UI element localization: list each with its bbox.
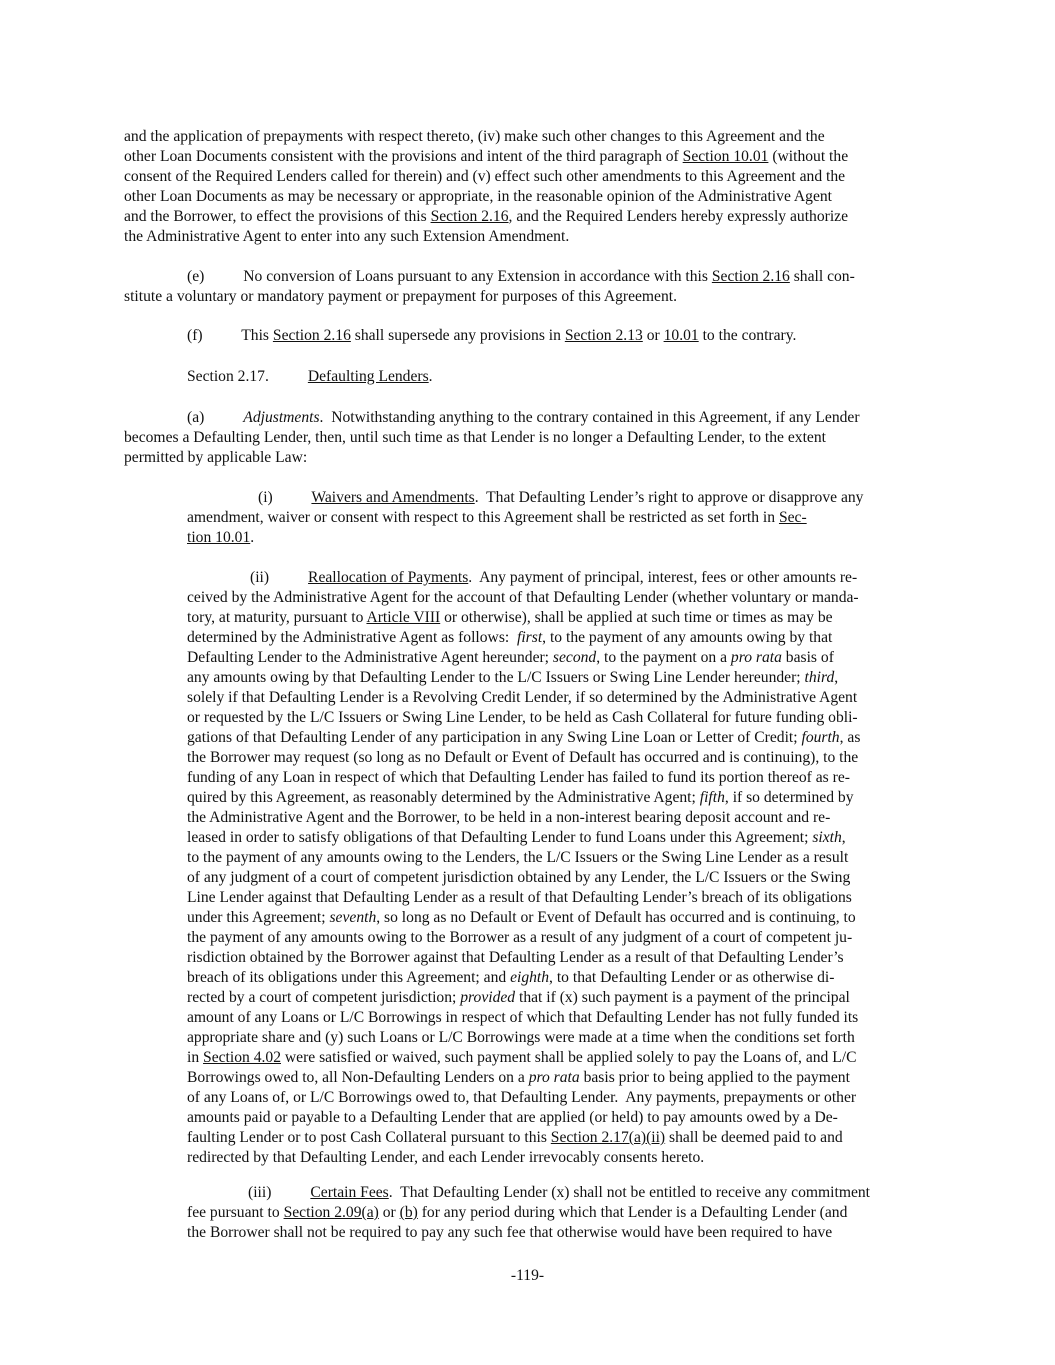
text-run: solely if that Defaulting Lender is a Revolving Credit Lender, if so determined by the Administrative Agent [187,689,858,706]
text-line [187,728,860,748]
text-run: . [428,368,433,385]
text-run: the payment of any amounts owing to the Borrower as a result of any judgment of a court of competent ju- [187,929,853,946]
text-run: determined by the Administrative Agent as follows: [187,629,518,646]
text-run: ceived by the Administrative Agent for the account of that Defaulting Lender (whether voluntary or manda- [187,589,859,606]
text-line [124,287,677,307]
text-line [187,1048,857,1068]
text-run: . [250,529,255,546]
text-run: , [841,829,846,846]
text-run: (ii) [250,569,309,586]
text-run: consent of the Required Lenders called for therein) and (v) effect such other amendments to this Agreement and the [124,168,846,185]
text-run: shall be deemed paid to and [665,1129,843,1146]
text-run: , so long as no Default or Event of Default has occurred and is continuing, to [376,909,856,926]
text-run: , to that Defaulting Lender or as otherwise di- [549,969,835,986]
text-line [124,207,848,227]
text-run: shall con- [789,268,855,285]
text-run: . Notwithstanding anything to the contrary contained in this Agreement, if any Lender [319,409,860,426]
text-run: rected by a court of competent jurisdiction; [187,989,461,1006]
text-line [250,568,857,588]
cross-reference: Section 2.13 [564,327,643,344]
cross-reference: Section 2.09(a) [283,1204,379,1221]
text-run: fee pursuant to [187,1204,284,1221]
emphasis-text: first [517,629,543,646]
text-run: . Any payment of principal, interest, fees or other amounts re- [468,569,858,586]
text-line [187,828,846,848]
emphasis-text: third [804,669,835,686]
text-run: amendment, waiver or consent with respect to this Agreement shall be restricted as set forth in [187,509,779,526]
text-line [124,187,832,207]
text-run: to the contrary. [698,327,797,344]
text-run: (without the [768,148,849,165]
text-run: or requested by the L/C Issuers or Swing Line Lender, to be held as Cash Collateral for future funding obli- [187,709,858,726]
text-run: that if (x) such payment is a payment of the principal [515,989,850,1006]
text-line [124,167,845,187]
text-run: under this Agreement; [187,909,330,926]
text-run: , as [839,729,861,746]
text-line [187,326,796,346]
text-run: shall supersede any provisions in [350,327,565,344]
text-run: tory, at maturity, pursuant to [187,609,367,626]
text-run: , [834,669,839,686]
text-line [187,628,832,648]
text-run: Section 2.17. [187,368,308,385]
text-line [187,267,855,287]
text-line [187,1108,838,1128]
emphasis-text: Adjustments [243,409,320,426]
cross-reference: Section 4.02 [203,1049,281,1066]
text-run: other Loan Documents consistent with the provisions and intent of the third paragraph of [124,148,683,165]
text-line [187,948,844,968]
text-run: , and the Required Lenders hereby expressly authorize [508,208,848,225]
cross-reference: Section 2.16 [272,327,351,344]
text-run: (f) This [187,327,273,344]
text-run: Line Lender against that Defaulting Lender as a result of that Defaulting Lender’s breach of its obligations [187,889,852,906]
text-line [124,227,569,247]
cross-reference: Section 2.16 [711,268,790,285]
text-run: the Borrower shall not be required to pay any such fee that otherwise would have been required to have [187,1224,833,1241]
text-run: stitute a voluntary or mandatory payment or prepayment for purposes of this Agreement. [124,288,677,305]
emphasis-text: fourth [801,729,840,746]
cross-reference: Article VIII [366,609,441,626]
cross-reference: Waivers and Amendments [311,489,475,506]
text-run: appropriate share and (y) such Loans or L/C Borrowings were made at a time when the conditions set forth [187,1029,855,1046]
text-line [187,648,834,668]
text-line [187,1068,850,1088]
text-line [187,1088,856,1108]
text-line [187,1148,704,1168]
text-run: redirected by that Defaulting Lender, and each Lender irrevocably consents hereto. [187,1149,705,1166]
text-line [187,688,857,708]
text-line [124,127,825,147]
text-run: , to the payment on a [596,649,731,666]
text-line [187,928,852,948]
text-run: (iii) [248,1184,311,1201]
text-line [187,1028,855,1048]
text-line [187,367,433,387]
text-run: (a) [187,409,244,426]
text-run: . That Defaulting Lender (x) shall not be entitled to receive any commitment [388,1184,870,1201]
text-run: or [642,327,664,344]
cross-reference: (b) [399,1204,418,1221]
text-run: basis prior to being applied to the payment [579,1069,850,1086]
emphasis-text: pro rata [730,649,782,666]
text-run: in [187,1049,204,1066]
text-run: of any Loans of, or L/C Borrowings owed to, that Defaulting Lender. Any payments, prepayments or other [187,1089,857,1106]
emphasis-text: provided [460,989,516,1006]
text-run: basis of [781,649,834,666]
text-run: for any period during which that Lender is a Defaulting Lender (and [417,1204,848,1221]
text-line [187,608,833,628]
text-run: Defaulting Lender to the Administrative Agent hereunder; [187,649,553,666]
text-line [124,428,826,448]
text-run: , to the payment of any amounts owing by that [542,629,833,646]
text-line [187,408,860,428]
cross-reference: Sec- [778,509,807,526]
cross-reference: Reallocation of Payments [308,569,469,586]
text-run: any amounts owing by that Defaulting Lender to the L/C Issuers or Swing Line Lender hereunder; [187,669,805,686]
text-run: , if so determined by [724,789,854,806]
text-line [187,1223,832,1243]
text-line [258,488,863,508]
emphasis-text: seventh [329,909,377,926]
text-run: breach of its obligations under this Agreement; and [187,969,511,986]
text-run: amount of any Loans or L/C Borrowings in respect of which that Defaulting Lender has not fully funded its [187,1009,859,1026]
text-run: amounts paid or payable to a Defaulting Lender that are applied (or held) to pay amounts owed by a De- [187,1109,838,1126]
cross-reference: Certain Fees [310,1184,389,1201]
cross-reference: Section 10.01 [682,148,769,165]
emphasis-text: second [552,649,597,666]
cross-reference: Section 2.16 [430,208,509,225]
text-run: the Administrative Agent to enter into any such Extension Amendment. [124,228,570,245]
text-line [187,1203,847,1223]
text-run: to the payment of any amounts owing to the Lenders, the L/C Issuers or the Swing Line Lender as a result [187,849,849,866]
emphasis-text: eighth [510,969,550,986]
text-line [187,768,850,788]
text-run: permitted by applicable Law: [124,449,308,466]
text-line [248,1183,870,1203]
text-line [187,908,856,928]
text-run: other Loan Documents as may be necessary or appropriate, in the reasonable opinion of the Administrative Agent [124,188,833,205]
text-line [124,448,307,468]
text-line [187,988,850,1008]
text-run: quired by this Agreement, as reasonably determined by the Administrative Agent; [187,789,700,806]
cross-reference: tion 10.01 [187,529,251,546]
text-line [187,868,850,888]
emphasis-text: sixth [812,829,842,846]
text-run: (e) No conversion of Loans pursuant to any Extension in accordance with this [187,268,712,285]
cross-reference: 10.01 [663,327,699,344]
text-run: leased in order to satisfy obligations of that Defaulting Lender to fund Loans under this Agreement; [187,829,813,846]
text-line [187,848,848,868]
text-line [187,748,858,768]
text-run: were satisfied or waived, such payment shall be applied solely to pay the Loans of, and L/C [281,1049,857,1066]
emphasis-text: fifth [699,789,725,806]
emphasis-text: pro rata [528,1069,580,1086]
text-line [187,528,254,548]
text-line [187,888,852,908]
text-line [187,1128,843,1148]
cross-reference: Defaulting Lenders [307,368,429,385]
text-run: funding of any Loan in respect of which that Defaulting Lender has failed to fund its portion thereof as re- [187,769,850,786]
text-line [187,668,838,688]
text-run: gations of that Defaulting Lender of any participation in any Swing Line Loan or Letter of Credit; [187,729,802,746]
text-run: risdiction obtained by the Borrower against that Defaulting Lender as a result of that Defaulting Lender’s [187,949,844,966]
text-line [187,508,807,528]
text-run: . That Defaulting Lender’s right to approve or disapprove any [474,489,864,506]
text-run: becomes a Defaulting Lender, then, until such time as that Lender is no longer a Defaulting Lender, to the extent [124,429,826,446]
text-run: Borrowings owed to, all Non-Defaulting Lenders on a [187,1069,529,1086]
text-run: and the application of prepayments with respect thereto, (iv) make such other changes to this Agreement and the [124,128,825,145]
text-line [187,788,854,808]
text-run: or [378,1204,400,1221]
page-number: -119- [510,1267,545,1284]
text-run: of any judgment of a court of competent jurisdiction obtained by any Lender, the L/C Issuers or the Swing [187,869,851,886]
text-line [187,1008,858,1028]
text-run: the Administrative Agent and the Borrower, to be held in a non-interest bearing deposit account and re- [187,809,831,826]
text-line [187,708,858,728]
cross-reference: Section 2.17(a)(ii) [550,1129,666,1146]
text-line [124,147,848,167]
text-run: and the Borrower, to effect the provisions of this [124,208,431,225]
text-run: (i) [258,489,312,506]
text-line [187,808,830,828]
text-run: faulting Lender or to post Cash Collateral pursuant to this [187,1129,551,1146]
text-run: the Borrower may request (so long as no Default or Event of Default has occurred and is continuing), to the [187,749,859,766]
text-line [187,588,859,608]
text-line [187,968,834,988]
text-run: or otherwise), shall be applied at such time or times as may be [440,609,833,626]
